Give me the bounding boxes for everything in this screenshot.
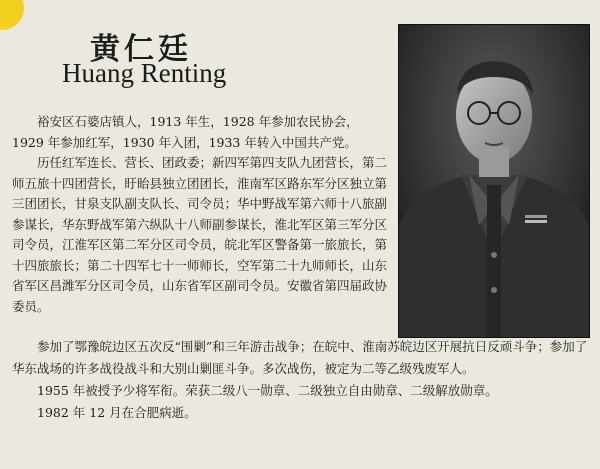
bio-paragraph-career: 历任红军连长、营长、团政委；新四军第四支队九团营长，第二师五旅十四团营长，盱眙县独立团团长，淮南军区路东军分区独立第三团团长，甘泉支队副支队长、司令员；华中野战军第六师十八旅副参谋长，华东野战军第六纵队十八师副参谋长，淮北军区第三军分区司令员，江淮军区第二军分区司令员，皖北军区警备第一旅旅长，第十四旅旅长；第二十四军七十一师师长，空军第二十九师师长，山东省军区昌潍军分区司令员，山东省军区副司令员。安徽省第四届政协委员。 [12,155,388,314]
bio-paragraph-death: 1982 年 12 月在合肥病逝。 [37,405,197,420]
name-chinese: 黄仁廷 [90,32,192,67]
bio-paragraph-honors: 1955 年被授予少将军衔。荣获二级八一勋章、二级独立自由勋章、二级解放勋章。 [37,383,498,398]
portrait-photo [398,24,590,338]
name-english: Huang Renting [62,58,227,88]
bio-paragraph-origin: 裕安区石婆店镇人，1913 年生，1928 年参加农民协会，1929 年参加红军，1930 年入团，1933 年转入中国共产党。 [12,114,359,150]
biography-text [12,112,390,317]
biography-text-continued [12,336,588,424]
corner-accent [0,0,24,30]
bio-paragraph-battles: 参加了鄂豫皖边区五次反“围剿”和三年游击战争；在皖中、淮南苏皖边区开展抗日反顽斗争；参加了华东战场的许多战役战斗和大别山剿匪斗争。多次战伤，被定为二等乙级残废军人。 [12,339,588,376]
